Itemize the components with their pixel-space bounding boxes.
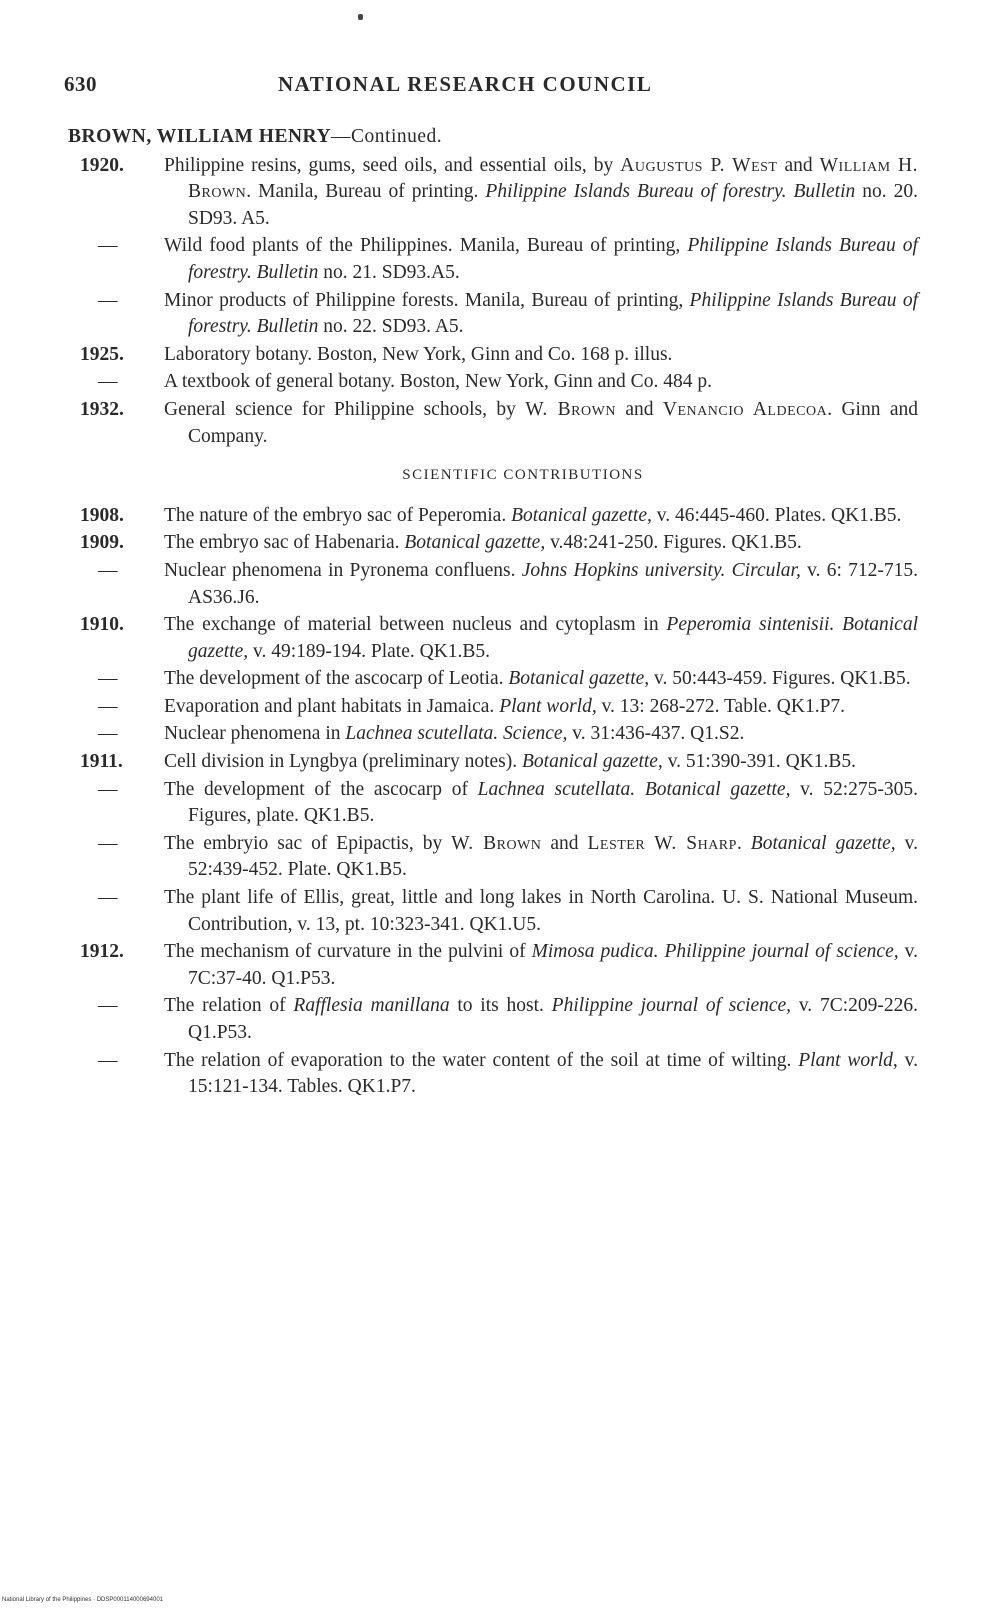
entry-text: no. 22. SD93. A5.	[318, 316, 464, 338]
bibliography-entry	[68, 749, 918, 776]
entry-text: v.48:241-250. Figures. QK1.B5.	[545, 532, 802, 554]
section-title: SCIENTIFIC CONTRIBUTIONS	[402, 467, 644, 484]
bibliography-entry	[68, 233, 918, 286]
ditto-dash: —	[98, 995, 118, 1017]
italic-citation: Botanical gazette,	[511, 504, 652, 526]
entry-text: v. 52:275-305. Figures, plate. QK1.B5.	[188, 778, 918, 827]
italic-citation: Peperomia sintenisii. Botanical gazette,	[188, 614, 918, 662]
italic-citation: Johns Hopkins university. Circular,	[521, 559, 801, 581]
italic-citation: Botanical gazette,	[508, 668, 650, 690]
entry-text: .	[736, 832, 751, 854]
bibliography-entry	[68, 397, 918, 450]
entry-text: and	[777, 154, 820, 176]
entry-year: 1910.	[80, 614, 124, 636]
author-heading	[68, 124, 918, 151]
bibliography-entry	[68, 530, 918, 557]
entry-text: General science for Philippine schools, by	[164, 398, 526, 420]
entry-text: v. 31:436-437. Q1.S2.	[567, 723, 745, 745]
ditto-dash: —	[98, 832, 118, 854]
ditto-dash: —	[98, 235, 118, 257]
italic-citation: Lachnea scutellata. Science,	[345, 723, 568, 745]
ditto-dash: —	[98, 778, 118, 800]
entry-text: The nature of the embryo sac of Peperomia.	[164, 504, 512, 526]
italic-citation: Botanical gazette,	[750, 832, 896, 854]
entry-text: Nuclear phenomena in Pyronema confluens.	[164, 559, 522, 581]
entry-text: no. 20. SD93. A5.	[188, 181, 918, 229]
entry-text: The mechanism of curvature in the pulvini of	[164, 941, 532, 963]
entry-text: The embryo sac of Habenaria.	[164, 532, 405, 554]
ditto-dash: —	[98, 559, 118, 581]
italic-citation: Philippine Islands Bureau of forestry. Bulletin	[188, 235, 918, 283]
contributions-list	[68, 503, 918, 1101]
ditto-dash: —	[98, 289, 118, 311]
ditto-dash: —	[98, 371, 118, 393]
entry-text: The relation of	[164, 995, 294, 1017]
italic-citation: Philippine journal of science,	[551, 995, 792, 1017]
entry-text: no. 21. SD93.A5.	[318, 261, 460, 283]
italic-citation: Rafflesia manillana	[293, 995, 450, 1017]
entry-text: v. 49:189-194. Plate. QK1.B5.	[248, 640, 491, 662]
bibliography-entry	[68, 288, 918, 341]
ink-mark	[358, 14, 363, 20]
italic-citation: Plant world,	[798, 1049, 898, 1071]
page-body	[68, 124, 918, 1102]
author-name-smallcaps: Lester W. Sharp	[587, 832, 737, 854]
bibliography-entry	[68, 721, 918, 748]
entry-text: and	[541, 832, 588, 854]
author-name: BROWN, WILLIAM HENRY	[68, 126, 332, 147]
entry-text: Wild food plants of the Philippines. Manila, Bureau of printing,	[164, 235, 688, 257]
entry-year: 1908.	[80, 504, 124, 526]
ditto-dash: —	[98, 695, 118, 717]
bibliography-entry	[68, 558, 918, 611]
entry-text: Philippine resins, gums, seed oils, and essential oils, by	[164, 154, 621, 176]
italic-citation: Mimosa pudica. Philippine journal of science,	[531, 941, 899, 963]
author-name-smallcaps: Augustus P. West	[620, 154, 778, 176]
italic-citation: Botanical gazette,	[404, 532, 546, 554]
books-list	[68, 153, 918, 451]
bibliography-entry	[68, 503, 918, 530]
entry-year: 1909.	[80, 532, 124, 554]
author-name-smallcaps: W. Brown	[451, 832, 542, 854]
italic-citation: Botanical gazette,	[522, 751, 663, 773]
continued-label: —Continued.	[331, 126, 443, 147]
entry-text: Nuclear phenomena in	[164, 723, 346, 745]
entry-text: The development of the ascocarp of Leotia.	[164, 668, 509, 690]
italic-citation: Philippine Islands Bureau of forestry. Bulletin	[485, 181, 856, 203]
bibliography-entry	[68, 939, 918, 992]
bibliography-entry	[68, 342, 918, 369]
entry-text: A textbook of general botany. Boston, New York, Ginn and Co. 484 p.	[164, 371, 712, 393]
entry-text: . Ginn and Company.	[188, 398, 919, 447]
entry-year: 1912.	[80, 941, 124, 963]
entry-text: The embryio sac of Epipactis, by	[164, 832, 452, 854]
entry-text: v. 6: 712-715. AS36.J6.	[188, 559, 918, 608]
entry-year: 1911.	[80, 751, 123, 773]
entry-text: The plant life of Ellis, great, little and long lakes in North Carolina. U. S. National Museum. Contribution, v. 13, pt. 10:323-341. QK1.U5.	[164, 887, 918, 935]
bibliography-entry	[68, 1048, 918, 1101]
entry-text: to its host.	[449, 995, 552, 1017]
entry-text: v. 46:445-460. Plates. QK1.B5.	[651, 504, 902, 526]
entry-text: Evaporation and plant habitats in Jamaica.	[164, 695, 500, 717]
bibliography-entry	[68, 666, 918, 693]
entry-text: The development of the ascocarp of	[164, 778, 478, 800]
bibliography-entry	[68, 153, 918, 233]
entry-text: v. 13: 268-272. Table. QK1.P7.	[596, 695, 846, 717]
bibliography-entry	[68, 694, 918, 721]
entry-text: v. 50:443-459. Figures. QK1.B5.	[649, 668, 911, 690]
entry-year: 1920.	[80, 154, 124, 176]
bibliography-entry	[68, 369, 918, 396]
entry-text: Cell division in Lyngbya (preliminary notes).	[164, 751, 522, 773]
entry-year: 1932.	[80, 398, 124, 420]
entry-text: v. 15:121-134. Tables. QK1.P7.	[188, 1049, 918, 1098]
italic-citation: Philippine Islands Bureau of forestry. Bulletin	[188, 289, 918, 338]
bibliography-entry	[68, 885, 918, 938]
ditto-dash: —	[98, 668, 118, 690]
bibliography-entry	[68, 612, 918, 665]
entry-text: The relation of evaporation to the water content of the soil at time of wilting.	[164, 1049, 799, 1071]
author-name-smallcaps: W. Brown	[525, 398, 616, 420]
ditto-dash: —	[98, 887, 118, 909]
ditto-dash: —	[98, 723, 118, 745]
entry-text: v. 7C:37-40. Q1.P53.	[188, 941, 918, 989]
entry-text: v. 52:439-452. Plate. QK1.B5.	[188, 832, 919, 881]
bibliography-entry	[68, 777, 918, 830]
footer-attribution: National Library of the Philippines · DDSP000114000694001	[2, 1597, 163, 1603]
italic-citation: Plant world,	[499, 695, 597, 717]
entry-year: 1925.	[80, 343, 124, 365]
ditto-dash: —	[98, 1049, 118, 1071]
entry-text: v. 51:390-391. QK1.B5.	[662, 751, 857, 773]
entry-text: and	[615, 398, 663, 420]
bibliography-entry	[68, 831, 918, 884]
entry-text: Laboratory botany. Boston, New York, Ginn and Co. 168 p. illus.	[164, 343, 673, 365]
entry-text: v. 7C:209-226. Q1.P53.	[188, 995, 918, 1043]
page-number: 630	[64, 72, 97, 96]
author-name-smallcaps: Venancio Aldecoa	[662, 398, 828, 420]
bibliography-entry	[68, 993, 918, 1046]
author-name-smallcaps: William H. Brown	[188, 154, 918, 203]
entry-text: Minor products of Philippine forests. Manila, Bureau of printing,	[164, 289, 690, 311]
entry-text: . Manila, Bureau of printing.	[246, 181, 486, 203]
italic-citation: Lachnea scutellata. Botanical gazette,	[477, 778, 791, 800]
entry-text: The exchange of material between nucleus and cytoplasm in	[164, 614, 667, 636]
running-title: NATIONAL RESEARCH COUNCIL	[278, 72, 653, 96]
